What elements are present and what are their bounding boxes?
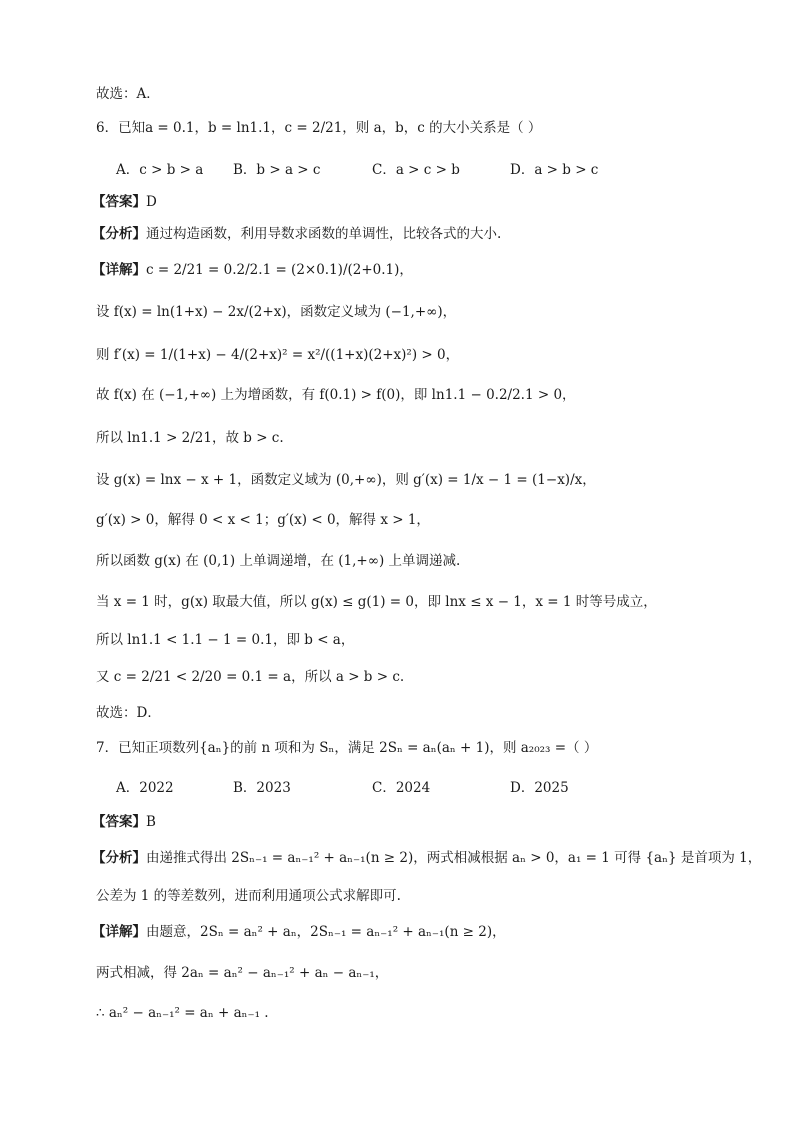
q6-detail-8: 所以函数 g(x) 在 (0,1) 上单调递增，在 (1,+∞) 上单调递减.	[96, 553, 461, 569]
q6-detail-11: 又 c = 2/21 < 2/20 = 0.1 = a，所以 a > b > c.	[96, 669, 405, 685]
q6-detail-4: 故 f(x) 在 (−1,+∞) 上为增函数，有 f(0.1) > f(0)，即 ln1.1 − 0.2/2.1 > 0，	[96, 387, 576, 403]
q7-answer	[92, 812, 754, 832]
q7-option-b: B．2023	[233, 780, 291, 796]
q6-analysis-text: 通过构造函数，利用导数求函数的单调性，比较各式的大小.	[146, 226, 502, 242]
q6-option-a: A．c > b > a	[116, 162, 204, 178]
q7-detail-1-text: 由题意，2Sₙ = aₙ² + aₙ，2Sₙ₋₁ = aₙ₋₁² + aₙ₋₁(n ≥ 2)，	[146, 924, 506, 940]
q7-detail-2: 两式相减，得 2aₙ = aₙ² − aₙ₋₁² + aₙ − aₙ₋₁，	[96, 965, 389, 981]
q6-analysis	[92, 224, 754, 244]
q7-option-a: A．2022	[116, 780, 174, 796]
q6-option-d: D．a > b > c	[510, 162, 599, 178]
q6-answer	[92, 192, 754, 212]
answer-tag: 【答案】	[92, 814, 146, 830]
detail-tag: 【详解】	[92, 924, 146, 940]
q7-analysis-2: 公差为 1 的等差数列，进而利用通项公式求解即可.	[96, 888, 401, 904]
analysis-tag: 【分析】	[92, 850, 146, 866]
q6-option-b: B．b > a > c	[233, 162, 321, 178]
q6-detail-9: 当 x = 1 时，g(x) 取最大值，所以 g(x) ≤ g(1) = 0，即 lnx ≤ x − 1，x = 1 时等号成立，	[96, 594, 657, 610]
q6-detail-5: 所以 ln1.1 > 2/21，故 b > c.	[96, 430, 284, 446]
q6-detail-1-text: c = 2/21 = 0.2/2.1 = (2×0.1)/(2+0.1)，	[146, 262, 413, 278]
q6-detail-3: 则 f′(x) = 1/(1+x) − 4/(2+x)² = x²/((1+x)(2+x)²) > 0，	[96, 347, 460, 363]
q6-answer-value: D	[146, 194, 157, 210]
q6-stem: 6．已知a = 0.1，b = ln1.1，c = 2/21，则 a，b，c 的大小关系是（ ）	[96, 120, 542, 136]
q6-option-c: C．a > c > b	[372, 162, 460, 178]
q7-option-c: C．2024	[372, 780, 431, 796]
q6-detail-7: g′(x) > 0，解得 0 < x < 1；g′(x) < 0，解得 x > 1，	[96, 512, 430, 528]
line-choose-a: 故选：A．	[96, 86, 160, 102]
answer-tag: 【答案】	[92, 194, 146, 210]
q6-detail-2: 设 f(x) = ln(1+x) − 2x/(2+x)，函数定义域为 (−1,+∞)，	[96, 304, 457, 320]
q6-detail-6: 设 g(x) = lnx − x + 1，函数定义域为 (0,+∞)，则 g′(x) = 1/x − 1 = (1−x)/x，	[96, 472, 596, 488]
line-choose-d: 故选：D．	[96, 705, 161, 721]
detail-tag: 【详解】	[92, 262, 146, 278]
q7-detail-3: ∴ aₙ² − aₙ₋₁² = aₙ + aₙ₋₁ .	[96, 1005, 269, 1021]
q7-analysis-1-text: 由递推式得出 2Sₙ₋₁ = aₙ₋₁² + aₙ₋₁(n ≥ 2)，两式相减根据 aₙ > 0，a₁ = 1 可得 {aₙ} 是首项为 1，	[146, 850, 762, 866]
q7-detail-1	[92, 922, 754, 942]
analysis-tag: 【分析】	[92, 226, 146, 242]
q6-detail-10: 所以 ln1.1 < 1.1 − 1 = 0.1，即 b < a，	[96, 632, 355, 648]
q7-answer-value: B	[146, 814, 156, 830]
q6-detail-1	[92, 260, 754, 280]
q7-stem: 7．已知正项数列{aₙ}的前 n 项和为 Sₙ，满足 2Sₙ = aₙ(aₙ + 1)，则 a₂₀₂₃ =（ ）	[96, 740, 598, 756]
q7-analysis-1	[92, 848, 762, 868]
q7-option-d: D．2025	[510, 780, 569, 796]
